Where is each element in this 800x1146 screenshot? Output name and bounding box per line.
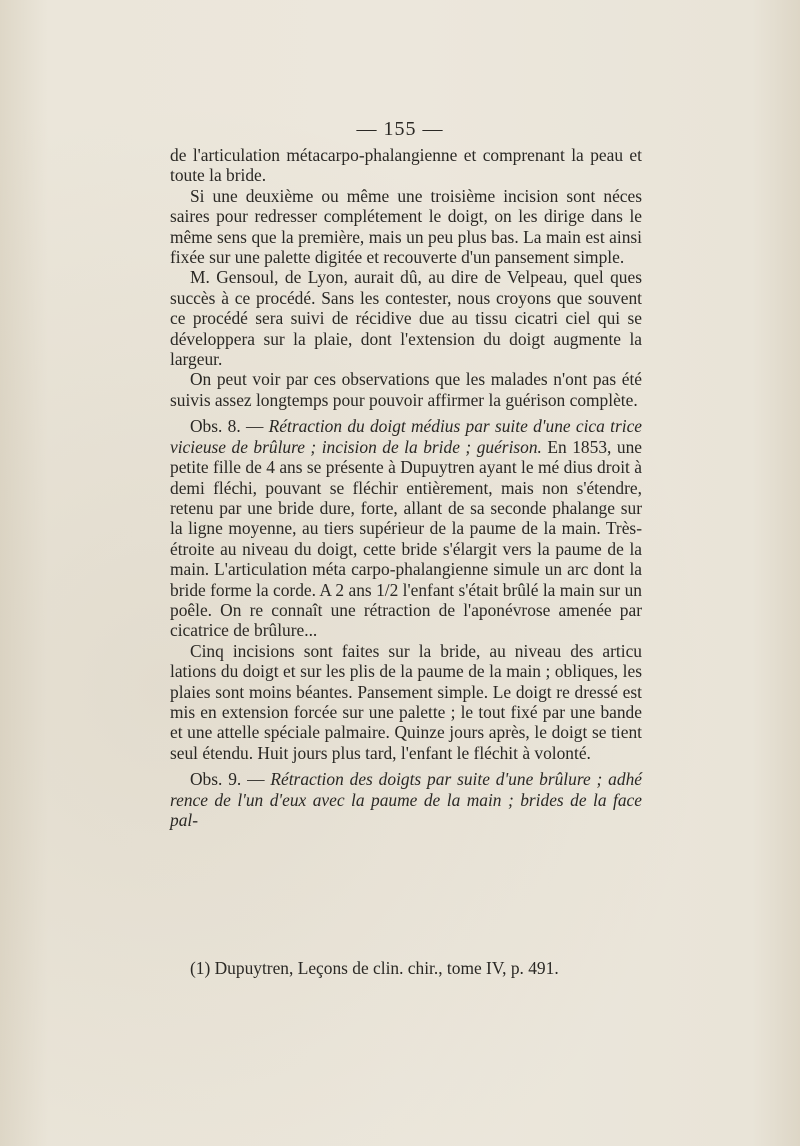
text-line: augmente la largeur. (170, 328, 643, 370)
text-line: carpo-phalangienne simule un arc dont la bride forme la corde. (170, 559, 642, 600)
text-line: Cinq incisions sont faites sur la bride, au niveau des articu (190, 640, 642, 661)
text-line: saires pour redresser complétement le doigt, on les dirige dans (170, 206, 623, 227)
text-line: connaît une rétraction de l'aponévrose amenée par cicatrice de (170, 599, 643, 641)
paragraph (170, 641, 642, 763)
text-line: l'enfant le fléchit à volonté. (400, 742, 591, 763)
text-line: dius droit à demi fléchi, pouvant se fléchir entièrement, mais (170, 457, 642, 498)
body-text (170, 145, 642, 830)
footnote: (1) Dupuytren, Leçons de clin. chir., tome IV, p. 491. (190, 958, 559, 978)
text-line: Si une deuxième ou même une troisième incision sont néces (190, 185, 642, 206)
text-line: peau et toute la bride. (170, 145, 642, 186)
observation-title: Rétraction du doigt médius par suite d'une cica (268, 416, 605, 437)
text-line: par une bande et une attelle spéciale palmaire. Quinze jours (170, 701, 642, 743)
text-line: pansement simple. (494, 247, 625, 268)
text-line: est ainsi fixée sur une palette digitée et recouverte d'un (170, 226, 642, 268)
text-line: lations du doigt et sur les plis de la paume de la main ; obliques, (170, 661, 619, 682)
text-line: complète. (569, 389, 638, 410)
observation-title: trice vicieuse de brûlure ; incision de la bride ; guérison. (170, 416, 643, 457)
paragraph (170, 145, 642, 186)
text-line: une petite fille de 4 ans se présente à Dupuytren ayant le mé (170, 436, 642, 478)
text-line: le même sens que la première, mais un peu plus bas. La main (170, 206, 642, 247)
observation-8 (170, 416, 642, 640)
observation-title: rence de l'un d'eux avec la paume de la main ; brides de la face pal- (170, 789, 642, 830)
text-line: été suivis assez longtemps pour pouvoir affirmer la guérison (170, 369, 643, 410)
text-line: bride s'élargit vers la paume de la main. L'articulation méta (170, 538, 643, 580)
observation-label: Obs. 8. — (190, 416, 264, 437)
text-line: ques succès à ce procédé. Sans les contester, nous croyons que (170, 267, 642, 308)
text-line: sa seconde phalange sur la ligne moyenne, au tiers supérieur (170, 497, 642, 539)
text-line: dressé est mis en extension forcée sur une palette ; le tout fixé (170, 681, 642, 722)
text-line: de l'articulation métacarpo-phalangienne et comprenant la (170, 145, 584, 165)
paragraph (170, 369, 642, 410)
paragraph (170, 267, 642, 369)
observation-label: Obs. 9. — (190, 769, 265, 790)
page-number: — 155 — (356, 118, 444, 140)
text-line: de la paume de la main. Très-étroite au niveau du doigt, cette (170, 518, 642, 559)
text-line: brûlure... (254, 620, 318, 641)
text-line: En 1853, (547, 436, 612, 457)
observation-9 (170, 769, 642, 830)
text-line: souvent ce procédé sera suivi de récidive due au tissu cicatri (170, 287, 642, 329)
paragraph (170, 186, 642, 268)
text-line: On peut voir par ces observations que les malades n'ont pas (190, 369, 617, 390)
text-line: les plaies sont moins béantes. Pansement simple. Le doigt re (170, 661, 642, 702)
text-line: M. Gensoul, de Lyon, aurait dû, au dire de Velpeau, quel (190, 267, 604, 288)
text-line: A 2 ans 1/2 l'enfant s'était brûlé la main sur un poêle. On re (170, 579, 642, 620)
text-line: après, le doigt se tient seul étendu. Huit jours plus tard, (170, 722, 642, 763)
text-line: ciel qui se développera sur la plaie, dont l'extension du doigt (170, 308, 642, 349)
observation-title: Rétraction des doigts par suite d'une brûlure ; adhé (270, 769, 642, 790)
text-line: non s'étendre, retenu par une bride dure, forte, allant de (170, 477, 642, 518)
